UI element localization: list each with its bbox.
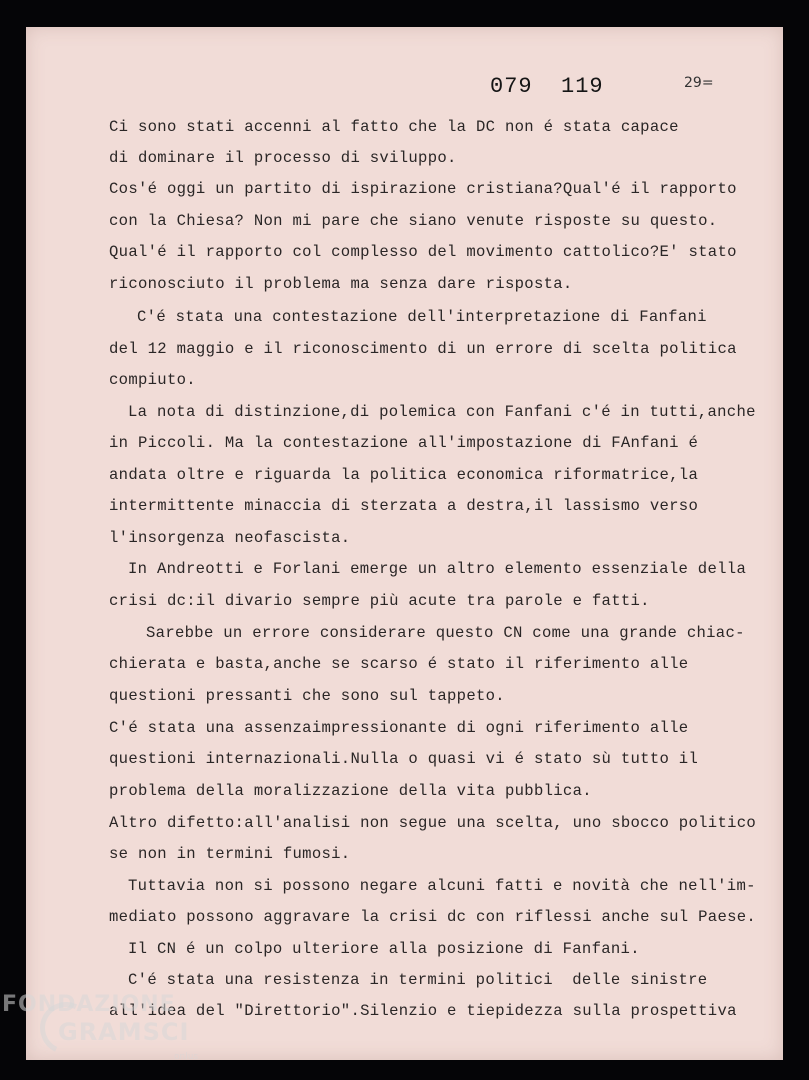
text-line: chierata e basta,anche se scarso é stato il riferimento alle: [109, 655, 689, 673]
text-line: crisi dc:il divario sempre più acute tra parole e fatti.: [109, 592, 650, 610]
text-line: con la Chiesa? Non mi pare che siano venute risposte su questo.: [109, 212, 718, 230]
text-line: se non in termini fumosi.: [109, 845, 351, 863]
text-line: problema della moralizzazione della vita pubblica.: [109, 782, 592, 800]
text-line: compiuto.: [109, 371, 196, 389]
text-line: riconosciuto il problema ma senza dare risposta.: [109, 275, 573, 293]
text-line: intermittente minaccia di sterzata a destra,il lassismo verso: [109, 497, 699, 515]
text-line: del 12 maggio e il riconoscimento di un errore di scelta politica: [109, 340, 737, 358]
text-line: La nota di distinzione,di polemica con Fanfani c'é in tutti,anche: [128, 403, 756, 421]
watermark-line-1: FONDAZIONE: [2, 992, 176, 1017]
text-line: andata oltre e riguarda la politica economica riformatrice,la: [109, 466, 699, 484]
watermark-line-2: GRAMSCI: [58, 1018, 190, 1046]
text-line: Qual'é il rapporto col complesso del movimento cattolico?E' stato: [109, 243, 737, 261]
text-line: Altro difetto:all'analisi non segue una scelta, uno sbocco politico: [109, 814, 757, 832]
archive-number: 079 119: [490, 74, 604, 99]
text-line: In Andreotti e Forlani emerge un altro elemento essenziale della: [128, 560, 747, 578]
text-line: mediato possono aggravare la crisi dc con riflessi anche sul Paese.: [109, 908, 757, 926]
text-line: all'idea del "Direttorio".Silenzio e tiepidezza sulla prospettiva: [109, 1002, 737, 1020]
document-page: [26, 27, 783, 1060]
text-line: C'é stata una assenzaimpressionante di ogni riferimento alle: [109, 719, 689, 737]
text-line: C'é stata una resistenza in termini politici delle sinistre: [128, 971, 708, 989]
text-line: in Piccoli. Ma la contestazione all'impostazione di FAnfani é: [109, 434, 699, 452]
page-number: 29=: [684, 75, 714, 91]
text-line: Cos'é oggi un partito di ispirazione cristiana?Qual'é il rapporto: [109, 180, 737, 198]
text-line: Tuttavia non si possono negare alcuni fatti e novità che nell'im-: [128, 877, 756, 895]
text-line: Il CN é un colpo ulteriore alla posizione di Fanfani.: [128, 940, 640, 958]
text-line: Sarebbe un errore considerare questo CN come una grande chiac-: [146, 624, 745, 642]
text-line: questioni internazionali.Nulla o quasi vi é stato sù tutto il: [109, 750, 699, 768]
text-line: Ci sono stati accenni al fatto che la DC non é stata capace: [109, 118, 679, 136]
fondazione-gramsci-watermark: [0, 992, 200, 1080]
text-line: di dominare il processo di sviluppo.: [109, 149, 457, 167]
text-line: questioni pressanti che sono sul tappeto.: [109, 687, 505, 705]
watermark-line-3: onlus: [174, 1052, 199, 1062]
text-line: C'é stata una contestazione dell'interpretazione di Fanfani: [137, 308, 707, 326]
text-line: l'insorgenza neofascista.: [109, 529, 351, 547]
